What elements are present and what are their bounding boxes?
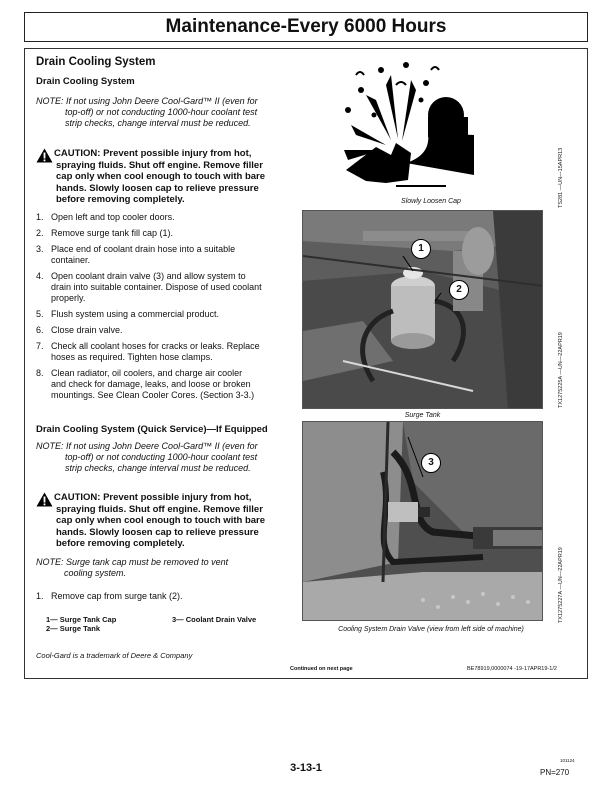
figure2-caption: Surge Tank [404,412,441,419]
note-coolant-interval: NOTE: If not using John Deere Cool-Gard™ II (even for top-off) or not conducting 1000-hour coolant test strip checks, change interval must be reduced. [36,96,258,128]
figure2-code: TX1275225A —UN—22APR19 [558,332,564,408]
caution-block: CAUTION: Prevent possible injury from hot, spraying fluids. Shut off engine. Remove filler cap only when cool enough to touch with bare hands. Slowly loosen cap to relieve pressure before removing completely. [36,148,298,206]
caution-block-2: CAUTION: Prevent possible injury from hot, spraying fluids. Shut off engine. Remove filler cap only when cool enough to touch with bare hands. Slowly loosen cap to relieve pressure before removing completely. [36,492,298,550]
section-title: Drain Cooling System [36,56,156,68]
steps-list [36,212,298,406]
trademark-note: Cool-Gard is a trademark of Deere & Company [36,651,193,660]
list-item: 2. Remove surge tank fill cap (1). [36,228,174,238]
list-item: 1. Open left and top cooler doors. [36,212,175,222]
list-item: 6. Close drain valve. [36,325,123,335]
figure3-caption: Cooling System Drain Valve (view from left side of machine) [338,626,524,633]
subsection-title-quick-service: Drain Cooling System (Quick Service)—If Equipped [36,424,268,435]
note-vent: NOTE: Surge tank cap must be removed to vent cooling system. [36,557,229,578]
callout-2: 2 [449,280,469,300]
pn-number: PN=270 [540,768,570,777]
callout-1: 1 [411,239,431,259]
small-code: 101124 [560,758,575,763]
subsection-title: Drain Cooling System [36,76,135,87]
legend-item-1: 1— Surge Tank Cap [46,615,117,624]
warning-triangle-icon [36,492,53,507]
figure1-caption: Slowly Loosen Cap [401,198,461,205]
warning-triangle-icon [36,148,53,163]
figure3-code: TX1275227A —UN—22APR19 [558,547,564,623]
legend-item-2: 2— Surge Tank [46,624,101,633]
list-item: 4. Open coolant drain valve (3) and allow system to drain into suitable container. Dispose of used coolant properly. [36,271,262,303]
continued-label: Continued on next page [290,666,353,672]
drain-valve-photo [302,421,543,621]
list-item: 7. Check all coolant hoses for cracks or leaks. Replace hoses as required. Tighten hose clamps. [36,341,260,362]
list-item: 3. Place end of coolant drain hose into a suitable container. [36,244,236,265]
surge-tank-photo [302,210,543,409]
quick-step-1: 1. Remove cap from surge tank (2). [36,591,183,601]
list-item: 5. Flush system using a commercial product. [36,309,220,319]
slowly-loosen-cap-illustration [336,55,476,195]
callout-3: 3 [421,453,441,473]
figure1-code: TS281 —UN—15APR13 [558,147,564,208]
list-item: 8. Clean radiator, oil coolers, and charge air cooler and check for damage, leaks, and loose or broken mountings. See Clean Cooler Cores. (Section 3-3.) [36,368,255,400]
doc-code: BE78919,0000074 -19-17APR19-1/2 [467,666,557,672]
note-coolant-interval-2: NOTE: If not using John Deere Cool-Gard™ II (even for top-off) or not conducting 1000-hour coolant test strip checks, change interval must be reduced. [36,441,258,473]
page-number: 3-13-1 [290,762,322,774]
page-title: Maintenance-Every 6000 Hours [24,12,588,42]
legend-item-3: 3— Coolant Drain Valve [172,615,257,624]
